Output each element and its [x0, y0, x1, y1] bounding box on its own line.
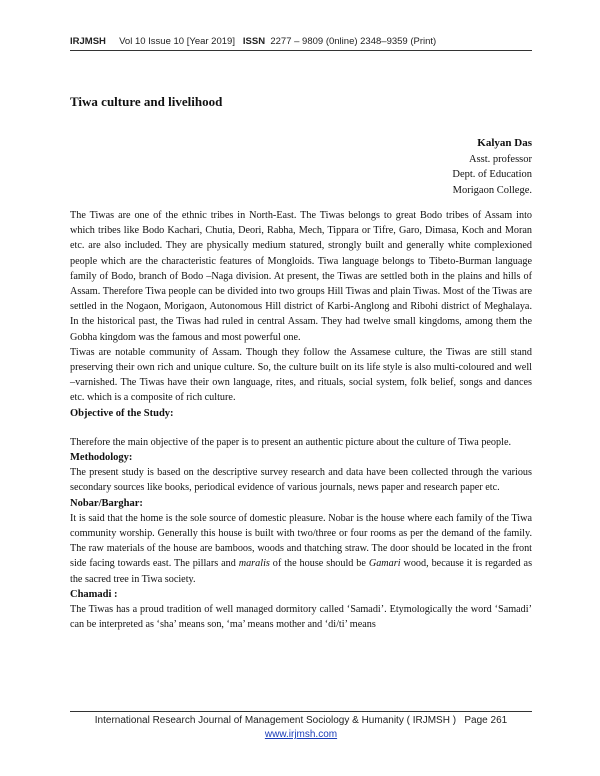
running-header: [70, 36, 532, 47]
term-maralis: maralis: [238, 558, 270, 570]
author-position: Asst. professor: [469, 153, 532, 165]
footer-line: [70, 714, 532, 728]
paragraph-chamadi: The Tiwas has a proud tradition of well managed dormitory called ‘Samadi’. Etymologically the word ‘Samadi’ can be interpreted as ‘sha’ means son, ‘ma’ means mother and ‘di/ti’ means: [70, 604, 532, 631]
journal-link[interactable]: www.irjmsh.com: [264, 729, 338, 740]
article-body: [70, 208, 532, 632]
paragraph-culture: Tiwas are notable community of Assam. Though they follow the Assamese culture, the Tiwas are still stand preserving their own rich and unique culture. So, the culture built on its life style is also multi-coloured and well –varnished. The Tiwas have their own language, rites, and rituals, social system, folk belief, songs and dances etc. which is a composite of rich culture.: [70, 346, 532, 404]
paragraph-objective: Therefore the main objective of the paper is to present an authentic picture about the culture of Tiwa people.: [70, 436, 512, 448]
heading-objective: Objective of the Study:: [70, 407, 174, 419]
header-divider: [70, 50, 532, 51]
paragraph-nobar: [70, 511, 532, 587]
footer-divider: [70, 711, 532, 712]
heading-chamadi: Chamadi :: [70, 588, 118, 600]
footer-journal: International Research Journal of Management Sociology & Humanity ( IRJMSH ): [94, 715, 457, 726]
journal-abbr: IRJMSH: [70, 36, 106, 47]
author-block: [452, 136, 532, 198]
nobar-text-c: wood, because it is regarded as the sacred tree in Tiwa society.: [70, 558, 533, 585]
spacer: [70, 421, 532, 435]
author-college: Morigaon College.: [452, 184, 532, 196]
author-name: Kalyan Das: [477, 137, 532, 149]
paragraph-methodology: The present study is based on the descriptive survey research and data have been collected through the various secondary sources like books, periodical evidence of various journals, news paper and research paper etc.: [70, 467, 532, 494]
issn-numbers: 2277 – 9809 (0nline) 2348–9359 (Print): [270, 36, 437, 47]
paragraph-intro: The Tiwas are one of the ethnic tribes in North-East. The Tiwas belongs to great Bodo tribes of Assam into which tribes like Bodo Kachari, Chutia, Deori, Rabha, Mech, Tippara or Tifre, Garo, Dimasa, Koch and Moran etc. are also included. They are physically medium statured, strongly built and generally white complexioned people which are the characteristic features of Mongloids. Tiwa language belongs to Tibeto-Burman language family of Bodo, branch of Bodo –Naga division. At present, the Tiwas are settled both in the plains and hills of Assam. Therefore Tiwa people can be divided into two groups Hill Tiwas and plain Tiwas. Most of the Tiwas are settled in the Nogaon, Morigaon, Autonomous Hill district of Karbi-Anglong and Ribohi district of Meghalaya. In the historical past, the Tiwas had ruled in central Assam. They had twelve small kingdoms, among them the Gobha kingdom was the famous and most powerful one.: [70, 210, 532, 343]
paper-title: Tiwa culture and livelihood: [70, 94, 223, 109]
issn-label: ISSN: [242, 36, 266, 47]
nobar-text-a: It is said that the home is the sole source of domestic pleasure. Nobar is the house where each family of the Tiwa community worship. Generally this house is built with two/three or four rooms as per the demand of the family. The raw materials of the house are bamboos, woods and thatching straw. The door should be located in the front side facing towards east. The pillars and: [70, 512, 532, 570]
running-footer: [70, 714, 532, 742]
page-number: Page 261: [464, 715, 508, 726]
volume-info: Vol 10 Issue 10 [Year 2019]: [119, 36, 235, 47]
nobar-text-b: of the house should be: [272, 558, 366, 570]
author-department: Dept. of Education: [452, 169, 532, 180]
term-gamari: Gamari: [368, 558, 401, 570]
heading-methodology: Methodology:: [70, 452, 133, 464]
heading-nobar: Nobar/Barghar:: [70, 497, 143, 509]
